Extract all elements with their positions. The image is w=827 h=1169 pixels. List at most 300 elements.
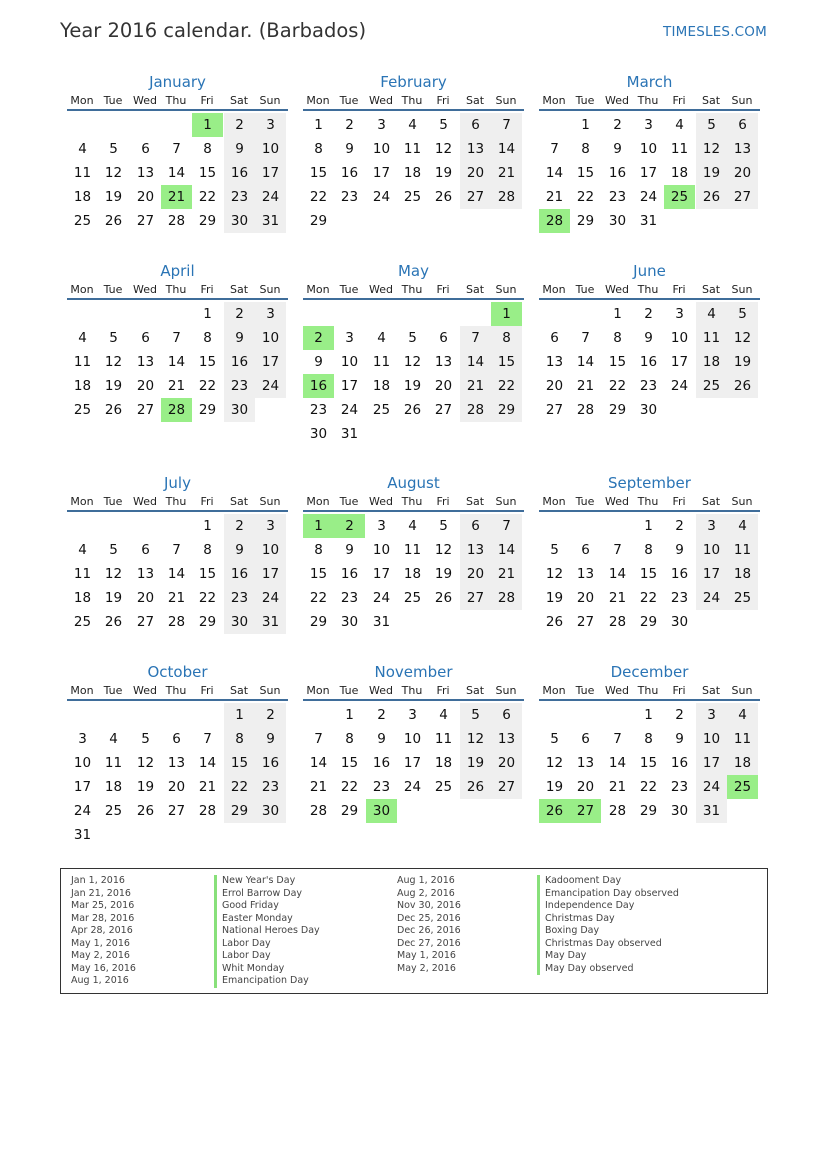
day-cell[interactable] [491, 137, 522, 161]
day-cell[interactable] [224, 374, 255, 398]
day-cell[interactable] [224, 398, 255, 422]
day-cell[interactable] [428, 751, 459, 775]
day-cell[interactable] [303, 538, 334, 562]
day-cell[interactable] [460, 113, 491, 137]
day-cell[interactable] [98, 538, 129, 562]
holiday-day-cell[interactable] [334, 514, 365, 538]
day-cell[interactable] [255, 775, 286, 799]
day-cell[interactable] [727, 113, 758, 137]
day-cell[interactable] [334, 137, 365, 161]
day-cell[interactable] [539, 586, 570, 610]
day-cell[interactable] [192, 185, 223, 209]
day-cell[interactable] [67, 610, 98, 634]
day-cell[interactable] [67, 799, 98, 823]
day-cell[interactable] [67, 586, 98, 610]
day-cell[interactable] [602, 137, 633, 161]
day-cell[interactable] [428, 161, 459, 185]
day-cell[interactable] [460, 727, 491, 751]
day-cell[interactable] [491, 350, 522, 374]
day-cell[interactable] [602, 538, 633, 562]
day-cell[interactable] [491, 514, 522, 538]
day-cell[interactable] [98, 350, 129, 374]
day-cell[interactable] [303, 422, 334, 446]
holiday-day-cell[interactable] [192, 113, 223, 137]
day-cell[interactable] [303, 799, 334, 823]
day-cell[interactable] [633, 610, 664, 634]
day-cell[interactable] [224, 514, 255, 538]
day-cell[interactable] [727, 538, 758, 562]
day-cell[interactable] [303, 586, 334, 610]
day-cell[interactable] [428, 775, 459, 799]
day-cell[interactable] [570, 562, 601, 586]
day-cell[interactable] [224, 326, 255, 350]
day-cell[interactable] [98, 161, 129, 185]
day-cell[interactable] [570, 350, 601, 374]
day-cell[interactable] [67, 751, 98, 775]
day-cell[interactable] [161, 137, 192, 161]
day-cell[interactable] [334, 398, 365, 422]
day-cell[interactable] [727, 302, 758, 326]
day-cell[interactable] [696, 185, 727, 209]
day-cell[interactable] [727, 562, 758, 586]
day-cell[interactable] [366, 161, 397, 185]
day-cell[interactable] [130, 398, 161, 422]
day-cell[interactable] [224, 185, 255, 209]
day-cell[interactable] [397, 727, 428, 751]
day-cell[interactable] [224, 302, 255, 326]
day-cell[interactable] [602, 374, 633, 398]
holiday-day-cell[interactable] [727, 775, 758, 799]
day-cell[interactable] [570, 209, 601, 233]
day-cell[interactable] [397, 514, 428, 538]
day-cell[interactable] [67, 562, 98, 586]
day-cell[interactable] [67, 538, 98, 562]
day-cell[interactable] [428, 350, 459, 374]
day-cell[interactable] [664, 799, 695, 823]
day-cell[interactable] [366, 703, 397, 727]
day-cell[interactable] [491, 113, 522, 137]
day-cell[interactable] [727, 703, 758, 727]
day-cell[interactable] [460, 326, 491, 350]
holiday-day-cell[interactable] [303, 374, 334, 398]
holiday-day-cell[interactable] [539, 799, 570, 823]
day-cell[interactable] [570, 326, 601, 350]
day-cell[interactable] [696, 538, 727, 562]
day-cell[interactable] [366, 562, 397, 586]
brand-link[interactable]: TIMESLES.COM [663, 24, 767, 40]
day-cell[interactable] [334, 374, 365, 398]
day-cell[interactable] [397, 562, 428, 586]
day-cell[interactable] [491, 185, 522, 209]
day-cell[interactable] [224, 113, 255, 137]
day-cell[interactable] [67, 823, 98, 847]
day-cell[interactable] [334, 538, 365, 562]
day-cell[interactable] [192, 209, 223, 233]
day-cell[interactable] [664, 161, 695, 185]
day-cell[interactable] [303, 562, 334, 586]
day-cell[interactable] [428, 538, 459, 562]
day-cell[interactable] [727, 137, 758, 161]
day-cell[interactable] [397, 326, 428, 350]
day-cell[interactable] [130, 586, 161, 610]
day-cell[interactable] [303, 161, 334, 185]
day-cell[interactable] [366, 137, 397, 161]
day-cell[interactable] [255, 374, 286, 398]
day-cell[interactable] [428, 374, 459, 398]
day-cell[interactable] [664, 514, 695, 538]
day-cell[interactable] [460, 775, 491, 799]
day-cell[interactable] [428, 586, 459, 610]
day-cell[interactable] [366, 727, 397, 751]
day-cell[interactable] [491, 775, 522, 799]
day-cell[interactable] [334, 326, 365, 350]
day-cell[interactable] [664, 113, 695, 137]
day-cell[interactable] [570, 751, 601, 775]
day-cell[interactable] [98, 326, 129, 350]
day-cell[interactable] [570, 137, 601, 161]
day-cell[interactable] [192, 514, 223, 538]
day-cell[interactable] [366, 374, 397, 398]
day-cell[interactable] [67, 161, 98, 185]
holiday-day-cell[interactable] [303, 326, 334, 350]
day-cell[interactable] [727, 350, 758, 374]
day-cell[interactable] [161, 586, 192, 610]
day-cell[interactable] [727, 514, 758, 538]
day-cell[interactable] [397, 113, 428, 137]
day-cell[interactable] [696, 799, 727, 823]
day-cell[interactable] [570, 775, 601, 799]
day-cell[interactable] [98, 751, 129, 775]
day-cell[interactable] [255, 751, 286, 775]
day-cell[interactable] [539, 538, 570, 562]
day-cell[interactable] [664, 586, 695, 610]
day-cell[interactable] [664, 610, 695, 634]
day-cell[interactable] [161, 775, 192, 799]
day-cell[interactable] [192, 751, 223, 775]
day-cell[interactable] [539, 185, 570, 209]
day-cell[interactable] [67, 775, 98, 799]
day-cell[interactable] [727, 185, 758, 209]
day-cell[interactable] [539, 610, 570, 634]
day-cell[interactable] [303, 610, 334, 634]
day-cell[interactable] [255, 562, 286, 586]
holiday-day-cell[interactable] [664, 185, 695, 209]
day-cell[interactable] [255, 703, 286, 727]
day-cell[interactable] [161, 562, 192, 586]
day-cell[interactable] [130, 562, 161, 586]
day-cell[interactable] [570, 586, 601, 610]
day-cell[interactable] [727, 586, 758, 610]
day-cell[interactable] [696, 703, 727, 727]
day-cell[interactable] [67, 185, 98, 209]
day-cell[interactable] [491, 374, 522, 398]
day-cell[interactable] [334, 350, 365, 374]
day-cell[interactable] [130, 137, 161, 161]
day-cell[interactable] [491, 727, 522, 751]
day-cell[interactable] [460, 703, 491, 727]
day-cell[interactable] [633, 185, 664, 209]
day-cell[interactable] [460, 562, 491, 586]
day-cell[interactable] [460, 586, 491, 610]
day-cell[interactable] [255, 727, 286, 751]
day-cell[interactable] [224, 610, 255, 634]
day-cell[interactable] [633, 799, 664, 823]
day-cell[interactable] [334, 562, 365, 586]
day-cell[interactable] [633, 137, 664, 161]
day-cell[interactable] [255, 610, 286, 634]
day-cell[interactable] [570, 374, 601, 398]
day-cell[interactable] [98, 799, 129, 823]
day-cell[interactable] [633, 302, 664, 326]
day-cell[interactable] [192, 727, 223, 751]
day-cell[interactable] [192, 161, 223, 185]
day-cell[interactable] [192, 610, 223, 634]
day-cell[interactable] [602, 113, 633, 137]
day-cell[interactable] [366, 610, 397, 634]
day-cell[interactable] [224, 209, 255, 233]
day-cell[interactable] [460, 185, 491, 209]
day-cell[interactable] [98, 374, 129, 398]
day-cell[interactable] [130, 538, 161, 562]
day-cell[interactable] [334, 610, 365, 634]
day-cell[interactable] [664, 326, 695, 350]
day-cell[interactable] [98, 137, 129, 161]
day-cell[interactable] [633, 538, 664, 562]
day-cell[interactable] [303, 209, 334, 233]
day-cell[interactable] [192, 586, 223, 610]
day-cell[interactable] [130, 775, 161, 799]
holiday-day-cell[interactable] [303, 514, 334, 538]
day-cell[interactable] [602, 751, 633, 775]
day-cell[interactable] [633, 562, 664, 586]
day-cell[interactable] [334, 161, 365, 185]
day-cell[interactable] [491, 562, 522, 586]
day-cell[interactable] [664, 137, 695, 161]
day-cell[interactable] [633, 727, 664, 751]
day-cell[interactable] [602, 209, 633, 233]
day-cell[interactable] [67, 209, 98, 233]
day-cell[interactable] [664, 562, 695, 586]
day-cell[interactable] [397, 350, 428, 374]
holiday-day-cell[interactable] [539, 209, 570, 233]
day-cell[interactable] [633, 586, 664, 610]
day-cell[interactable] [696, 113, 727, 137]
day-cell[interactable] [303, 727, 334, 751]
day-cell[interactable] [98, 727, 129, 751]
day-cell[interactable] [727, 751, 758, 775]
day-cell[interactable] [696, 562, 727, 586]
day-cell[interactable] [602, 161, 633, 185]
day-cell[interactable] [397, 185, 428, 209]
day-cell[interactable] [664, 302, 695, 326]
holiday-day-cell[interactable] [491, 302, 522, 326]
day-cell[interactable] [303, 113, 334, 137]
day-cell[interactable] [727, 374, 758, 398]
day-cell[interactable] [334, 586, 365, 610]
day-cell[interactable] [334, 727, 365, 751]
day-cell[interactable] [664, 775, 695, 799]
day-cell[interactable] [696, 374, 727, 398]
day-cell[interactable] [491, 161, 522, 185]
day-cell[interactable] [539, 562, 570, 586]
day-cell[interactable] [366, 398, 397, 422]
day-cell[interactable] [255, 302, 286, 326]
day-cell[interactable] [664, 350, 695, 374]
day-cell[interactable] [633, 775, 664, 799]
day-cell[interactable] [602, 398, 633, 422]
day-cell[interactable] [366, 751, 397, 775]
day-cell[interactable] [491, 586, 522, 610]
day-cell[interactable] [570, 727, 601, 751]
day-cell[interactable] [602, 727, 633, 751]
day-cell[interactable] [539, 727, 570, 751]
day-cell[interactable] [224, 137, 255, 161]
day-cell[interactable] [255, 185, 286, 209]
day-cell[interactable] [161, 326, 192, 350]
day-cell[interactable] [570, 398, 601, 422]
day-cell[interactable] [224, 538, 255, 562]
day-cell[interactable] [570, 185, 601, 209]
day-cell[interactable] [192, 799, 223, 823]
day-cell[interactable] [303, 137, 334, 161]
day-cell[interactable] [633, 350, 664, 374]
day-cell[interactable] [366, 586, 397, 610]
day-cell[interactable] [397, 538, 428, 562]
day-cell[interactable] [334, 775, 365, 799]
day-cell[interactable] [602, 799, 633, 823]
day-cell[interactable] [539, 374, 570, 398]
day-cell[interactable] [602, 350, 633, 374]
day-cell[interactable] [255, 209, 286, 233]
day-cell[interactable] [491, 326, 522, 350]
day-cell[interactable] [192, 562, 223, 586]
day-cell[interactable] [130, 185, 161, 209]
day-cell[interactable] [633, 703, 664, 727]
day-cell[interactable] [428, 703, 459, 727]
day-cell[interactable] [130, 610, 161, 634]
day-cell[interactable] [334, 422, 365, 446]
day-cell[interactable] [67, 374, 98, 398]
day-cell[interactable] [460, 538, 491, 562]
day-cell[interactable] [602, 326, 633, 350]
day-cell[interactable] [696, 326, 727, 350]
day-cell[interactable] [366, 538, 397, 562]
day-cell[interactable] [67, 727, 98, 751]
day-cell[interactable] [130, 374, 161, 398]
day-cell[interactable] [696, 514, 727, 538]
day-cell[interactable] [130, 751, 161, 775]
day-cell[interactable] [130, 727, 161, 751]
day-cell[interactable] [428, 113, 459, 137]
day-cell[interactable] [633, 374, 664, 398]
day-cell[interactable] [397, 703, 428, 727]
day-cell[interactable] [428, 137, 459, 161]
day-cell[interactable] [428, 514, 459, 538]
day-cell[interactable] [397, 398, 428, 422]
day-cell[interactable] [428, 727, 459, 751]
day-cell[interactable] [539, 398, 570, 422]
day-cell[interactable] [366, 185, 397, 209]
day-cell[interactable] [727, 161, 758, 185]
day-cell[interactable] [224, 161, 255, 185]
day-cell[interactable] [161, 610, 192, 634]
day-cell[interactable] [366, 775, 397, 799]
day-cell[interactable] [161, 799, 192, 823]
day-cell[interactable] [192, 775, 223, 799]
day-cell[interactable] [161, 161, 192, 185]
day-cell[interactable] [192, 326, 223, 350]
day-cell[interactable] [633, 113, 664, 137]
day-cell[interactable] [130, 326, 161, 350]
day-cell[interactable] [224, 727, 255, 751]
day-cell[interactable] [130, 799, 161, 823]
day-cell[interactable] [539, 137, 570, 161]
day-cell[interactable] [98, 562, 129, 586]
day-cell[interactable] [255, 326, 286, 350]
day-cell[interactable] [491, 398, 522, 422]
day-cell[interactable] [491, 703, 522, 727]
day-cell[interactable] [696, 751, 727, 775]
day-cell[interactable] [696, 302, 727, 326]
day-cell[interactable] [602, 775, 633, 799]
day-cell[interactable] [224, 703, 255, 727]
day-cell[interactable] [727, 727, 758, 751]
day-cell[interactable] [224, 775, 255, 799]
day-cell[interactable] [224, 350, 255, 374]
day-cell[interactable] [460, 161, 491, 185]
day-cell[interactable] [192, 137, 223, 161]
day-cell[interactable] [602, 562, 633, 586]
holiday-day-cell[interactable] [161, 185, 192, 209]
day-cell[interactable] [255, 538, 286, 562]
day-cell[interactable] [161, 374, 192, 398]
day-cell[interactable] [98, 185, 129, 209]
day-cell[interactable] [570, 610, 601, 634]
day-cell[interactable] [428, 326, 459, 350]
day-cell[interactable] [539, 326, 570, 350]
day-cell[interactable] [366, 326, 397, 350]
day-cell[interactable] [303, 350, 334, 374]
day-cell[interactable] [664, 703, 695, 727]
day-cell[interactable] [98, 398, 129, 422]
day-cell[interactable] [428, 562, 459, 586]
day-cell[interactable] [98, 586, 129, 610]
day-cell[interactable] [460, 374, 491, 398]
day-cell[interactable] [397, 751, 428, 775]
day-cell[interactable] [539, 350, 570, 374]
day-cell[interactable] [98, 610, 129, 634]
day-cell[interactable] [303, 398, 334, 422]
day-cell[interactable] [224, 751, 255, 775]
day-cell[interactable] [664, 538, 695, 562]
day-cell[interactable] [539, 775, 570, 799]
day-cell[interactable] [334, 703, 365, 727]
day-cell[interactable] [303, 751, 334, 775]
day-cell[interactable] [98, 775, 129, 799]
day-cell[interactable] [491, 538, 522, 562]
day-cell[interactable] [664, 751, 695, 775]
day-cell[interactable] [633, 161, 664, 185]
day-cell[interactable] [255, 586, 286, 610]
day-cell[interactable] [366, 113, 397, 137]
day-cell[interactable] [460, 398, 491, 422]
day-cell[interactable] [491, 751, 522, 775]
day-cell[interactable] [334, 113, 365, 137]
day-cell[interactable] [460, 751, 491, 775]
day-cell[interactable] [428, 185, 459, 209]
day-cell[interactable] [696, 586, 727, 610]
day-cell[interactable] [255, 514, 286, 538]
